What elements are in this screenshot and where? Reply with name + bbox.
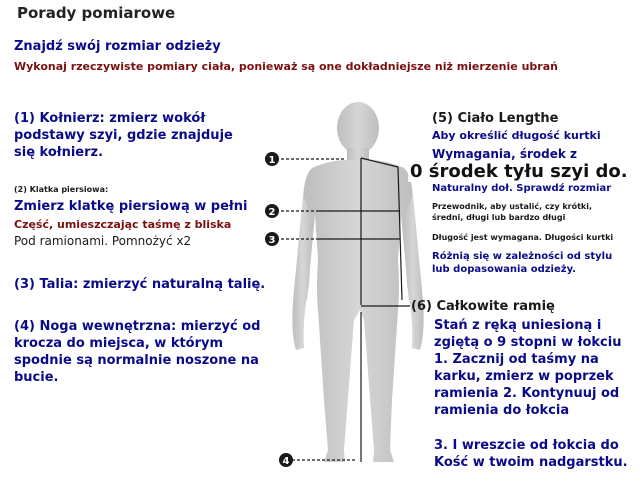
body-length-line-3: Naturalny doł. Sprawdź rozmiar <box>432 183 612 194</box>
chest-line-2: Część, umieszczając taśmę z bliska <box>14 218 232 231</box>
marker-2-label: 2 <box>268 207 276 218</box>
section-heading: Znajdź swój rozmiar odzieży <box>14 39 221 54</box>
sleeve-instructions: Stań z ręką uniesioną i zgiętą o 9 stopni w łokciu 1. Zacznij od taśmy na karku, zmierz w poprzek ramienia 2. Kontynuuj od ramienia do łokcia <box>434 318 622 418</box>
marker-4 <box>279 453 293 467</box>
left-arm-shape <box>292 195 313 350</box>
overlay-label: 0 środek tyłu szyi do. <box>410 161 628 182</box>
body-length-required: Długość jest wymagana. Długości kurtki <box>432 233 614 242</box>
marker-4-label: 4 <box>282 456 290 467</box>
chest-line-1: Zmierz klatkę piersiową w pełni <box>14 199 248 214</box>
chest-line-3: Pod ramionami. Pomnożyć x2 <box>14 234 192 248</box>
chest-tag: (2) Klatka piersiowa: <box>14 185 109 194</box>
sleeve-instructions-2: 3. I wreszcie od łokcia do Kość w twoim nadgarstku. <box>434 438 628 470</box>
torso-shape <box>302 160 414 462</box>
right-arm-shape <box>403 195 424 350</box>
body-length-guide: Przewodnik, aby ustalić, czy krótki, średni, długi lub bardzo długi <box>432 202 593 222</box>
marker-2 <box>265 204 279 218</box>
body-length-title: (5) Ciało Lengthe <box>432 111 559 126</box>
waist-instructions: (3) Talia: zmierzyć naturalną talię. <box>14 277 266 292</box>
marker-3 <box>265 232 279 246</box>
body-length-vary: Różnią się w zależności od stylu lub dopasowania odzieży. <box>432 251 613 275</box>
marker-3-label: 3 <box>268 235 276 246</box>
body-length-line-1: Aby określić długość kurtki <box>432 129 601 142</box>
head-shape <box>337 102 379 154</box>
section-subheading: Wykonaj rzeczywiste pomiary ciała, ponieważ są one dokładniejsze niż mierzenie ubrań <box>14 60 558 73</box>
body-length-line-2: Wymagania, środek z <box>432 147 578 161</box>
marker-1-label: 1 <box>268 155 276 166</box>
marker-1 <box>265 152 279 166</box>
collar-instructions: (1) Kołnierz: zmierz wokół podstawy szyi, gdzie znajduje się kołnierz. <box>14 111 233 160</box>
inseam-instructions: (4) Noga wewnętrzna: mierzyć od krocza do miejsca, w którym spodnie są normalnie noszone na bucie. <box>14 319 261 385</box>
page-title: Porady pomiarowe <box>17 4 176 22</box>
sleeve-title: (6) Całkowite ramię <box>411 299 555 314</box>
